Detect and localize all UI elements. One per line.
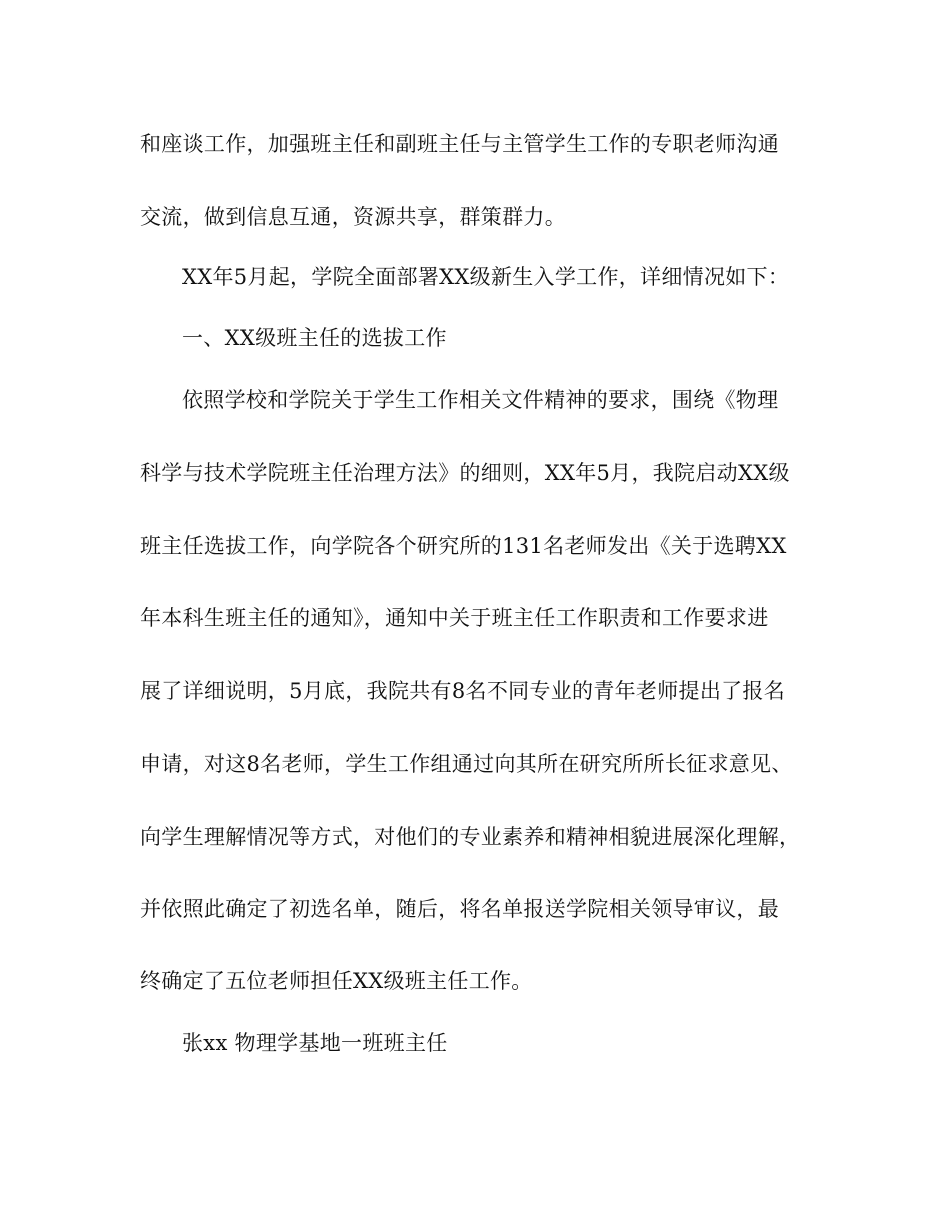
paragraph-line: 科学与技术学院班主任治理方法》的细则，XX年5月，我院启动XX级 — [140, 461, 790, 485]
paragraph-line: 张xx 物理学基地一班班主任 — [182, 1031, 448, 1055]
paragraph-line: 交流，做到信息互通，资源共享，群策群力。 — [140, 205, 566, 229]
paragraph-line: 和座谈工作，加强班主任和副班主任与主管学生工作的专职老师沟通 — [140, 132, 779, 156]
paragraph-line: 申请，对这8名老师，学生工作组通过向其所在研究所所长征求意见、 — [140, 752, 793, 776]
paragraph-line: 并依照此确定了初选名单，随后，将名单报送学院相关领导审议，最 — [140, 897, 779, 921]
paragraph-line: 班主任选拔工作，向学院各个研究所的131名老师发出《关于选聘XX — [140, 534, 787, 558]
paragraph-line: 终确定了五位老师担任XX级班主任工作。 — [140, 969, 533, 993]
section-heading: 一、XX级班主任的选拔工作 — [182, 326, 447, 350]
paragraph-line: 展了详细说明，5月底，我院共有8名不同专业的青年老师提出了报名 — [140, 679, 786, 703]
paragraph-line: 年本科生班主任的通知》，通知中关于班主任工作职责和工作要求进 — [140, 606, 769, 630]
paragraph-line: XX年5月起，学院全面部署XX级新生入学工作，详细情况如下： — [182, 265, 790, 289]
paragraph-line: 向学生理解情况等方式，对他们的专业素养和精神相貌进展深化理解， — [140, 825, 801, 849]
paragraph-line: 依照学校和学院关于学生工作相关文件精神的要求，围绕《物理 — [182, 388, 779, 412]
